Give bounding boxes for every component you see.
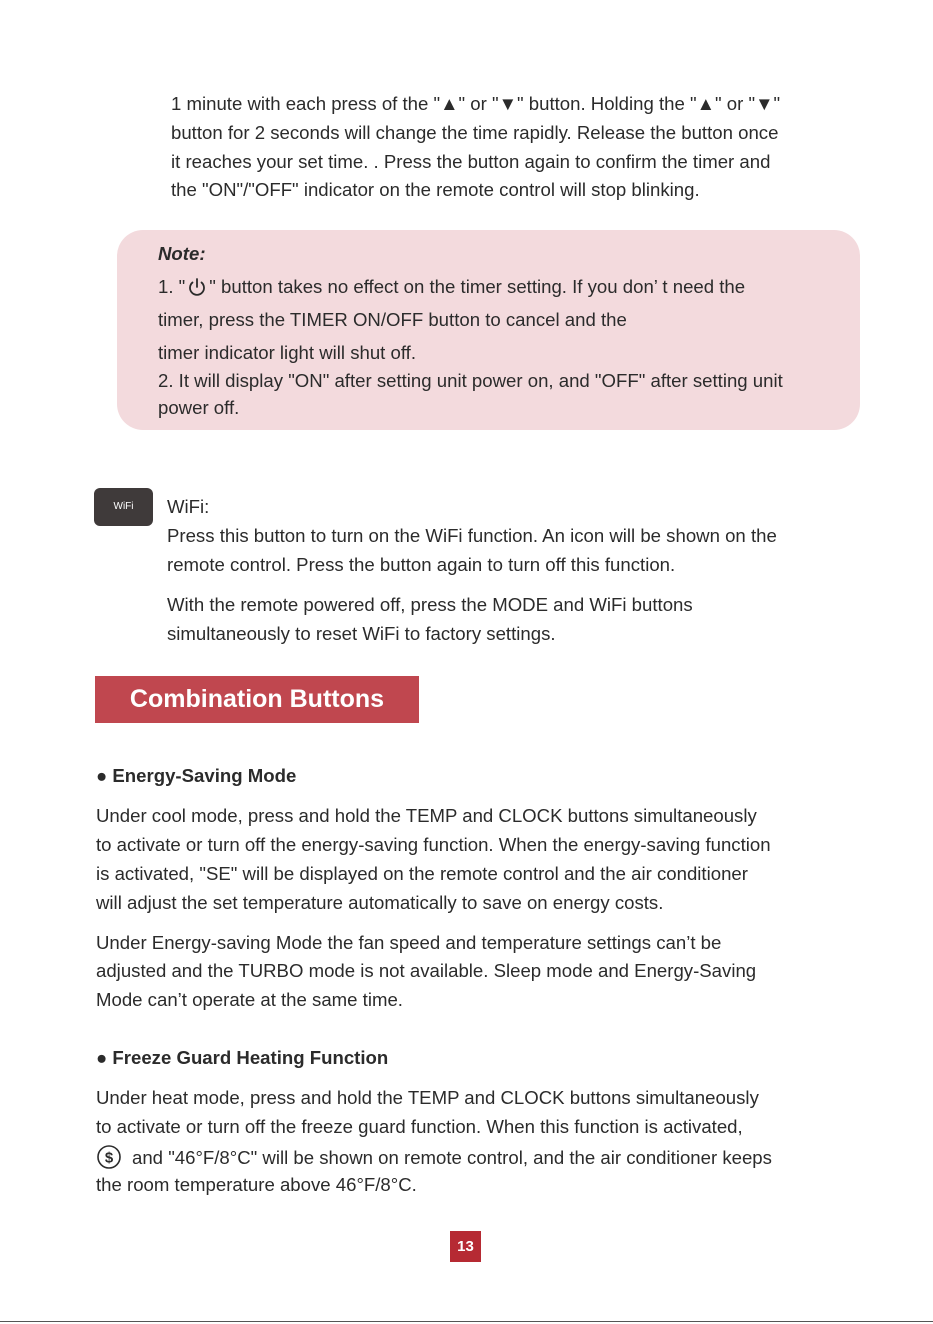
wifi-line: Press this button to turn on the WiFi function. An icon will be shown on the (167, 525, 777, 546)
note-line: timer, press the TIMER ON/OFF button to cancel and the (158, 309, 627, 330)
svg-text:$: $ (104, 1149, 114, 1167)
bottom-divider (0, 1321, 933, 1322)
note-line: timer indicator light will shut off. (158, 342, 417, 363)
timer-text-line: it reaches your set time. . Press the button again to confirm the timer and (171, 151, 771, 172)
note-line-1-prefix: 1. " (158, 276, 186, 297)
note-line-1 (158, 276, 745, 302)
note-title: Note: (158, 243, 206, 264)
wifi-line: With the remote powered off, press the MODE and WiFi buttons (167, 594, 693, 615)
freeze-guard-line: the room temperature above 46°F/8°C. (96, 1174, 417, 1195)
energy-saving-line: is activated, "SE" will be displayed on the remote control and the air conditioner (96, 863, 748, 884)
freeze-guard-line: to activate or turn off the freeze guard function. When this function is activated, (96, 1116, 743, 1137)
note-line: 2. It will display "ON" after setting unit power on, and "OFF" after setting unit (158, 370, 783, 391)
freeze-guard-icon (96, 1144, 122, 1175)
energy-saving-line: to activate or turn off the energy-saving function. When the energy-saving function (96, 834, 771, 855)
wifi-title: WiFi: (167, 496, 210, 517)
timer-text-line: 1 minute with each press of the "▲" or "▼" button. Holding the "▲" or "▼" (171, 93, 781, 114)
freeze-guard-heading: ● Freeze Guard Heating Function (96, 1047, 389, 1068)
energy-saving-line: will adjust the set temperature automatically to save on energy costs. (96, 892, 664, 913)
freeze-guard-icon-text: and "46°F/8°C" will be shown on remote control, and the air conditioner keeps (132, 1147, 772, 1168)
energy-saving-line: Under cool mode, press and hold the TEMP and CLOCK buttons simultaneously (96, 805, 757, 826)
note-line: power off. (158, 397, 240, 418)
energy-saving-line: Under Energy-saving Mode the fan speed and temperature settings can’t be (96, 932, 722, 953)
power-icon (186, 277, 208, 302)
page-number: 13 (450, 1231, 481, 1262)
energy-saving-heading: ● Energy-Saving Mode (96, 765, 297, 786)
wifi-line: simultaneously to reset WiFi to factory settings. (167, 623, 556, 644)
wifi-button-badge: WiFi (94, 488, 153, 526)
note-line-1-suffix: " button takes no effect on the timer setting. If you don’ t need the (209, 276, 746, 297)
section-title-banner: Combination Buttons (95, 676, 419, 723)
energy-saving-line: Mode can’t operate at the same time. (96, 989, 403, 1010)
freeze-guard-line: Under heat mode, press and hold the TEMP and CLOCK buttons simultaneously (96, 1087, 759, 1108)
energy-saving-line: adjusted and the TURBO mode is not available. Sleep mode and Energy-Saving (96, 960, 757, 981)
timer-text-line: button for 2 seconds will change the time rapidly. Release the button once (171, 122, 779, 143)
wifi-line: remote control. Press the button again to turn off this function. (167, 554, 676, 575)
timer-text-line: the "ON"/"OFF" indicator on the remote control will stop blinking. (171, 179, 700, 200)
freeze-guard-icon-line (96, 1144, 772, 1175)
